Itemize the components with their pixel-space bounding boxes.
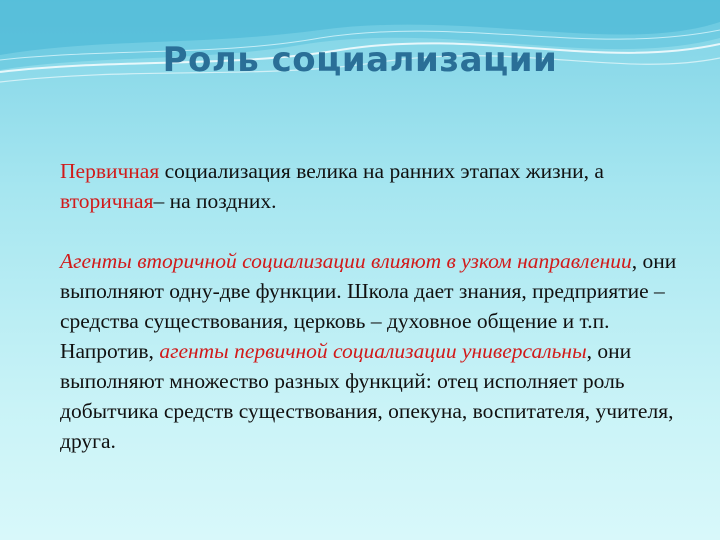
primary-agents-phrase: агенты первичной социализации универсальны xyxy=(159,339,587,363)
term-primary: Первичная xyxy=(60,159,160,183)
term-secondary: вторичная xyxy=(60,189,154,213)
secondary-agents-phrase: Агенты вторичной социализации xyxy=(60,249,366,273)
paragraph-gap xyxy=(60,216,690,246)
slide-body xyxy=(60,156,690,456)
para2-text1: , они выполняют одну-две функции. Школа дает знания, предприятие – средства существования, церковь – духовное общение и т.п. Напротив, xyxy=(60,249,677,363)
para2-text2: , они выполняют множество разных функций: отец исполняет роль добытчика средств существования, опекуна, воспитателя, учителя, друга. xyxy=(60,339,674,453)
para1-text1: социализация велика на ранних этапах жизни, а xyxy=(159,159,604,183)
secondary-agents-influence: влияют в узком направлении xyxy=(365,249,632,273)
slide-title: Роль социализации xyxy=(162,40,558,80)
paragraph-primary-secondary xyxy=(60,156,690,216)
paragraph-agents xyxy=(60,246,690,456)
para1-text2: – на поздних. xyxy=(153,189,277,213)
